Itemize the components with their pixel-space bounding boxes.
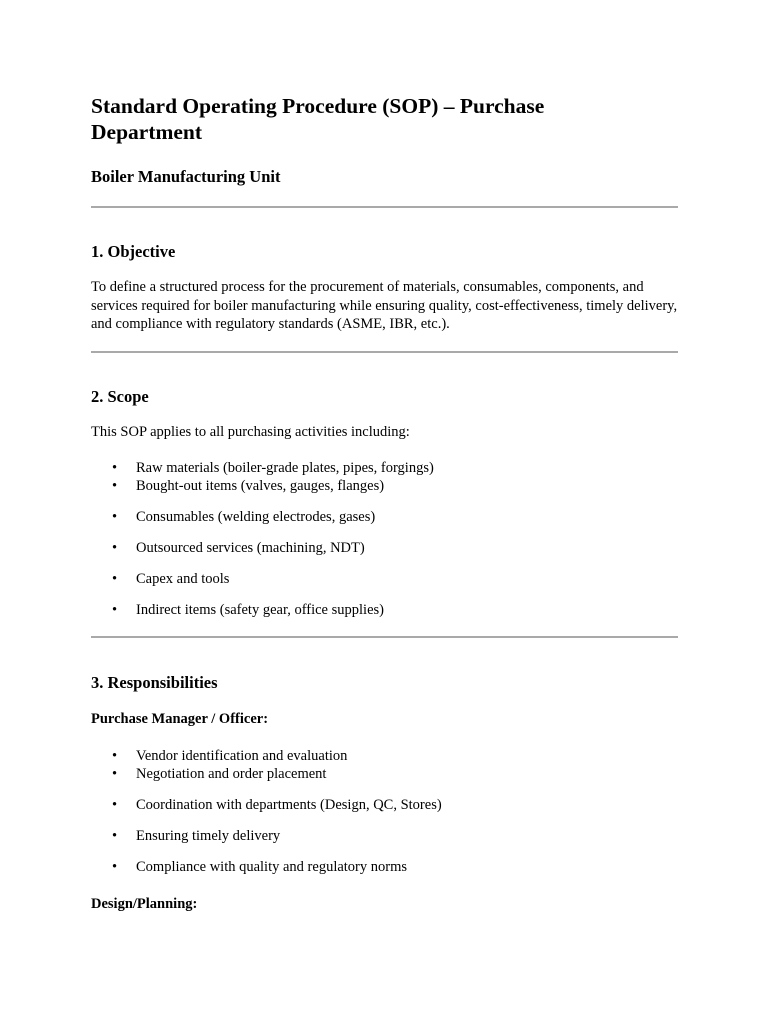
document-subtitle: Boiler Manufacturing Unit — [91, 167, 281, 186]
list-item: • Consumables (welding electrodes, gases) — [91, 508, 678, 526]
section-heading-objective: 1. Objective — [91, 242, 176, 261]
list-item: • Indirect items (safety gear, office supplies) — [91, 601, 678, 619]
purchase-manager-label: Purchase Manager / Officer: — [91, 711, 269, 727]
scope-list — [91, 459, 678, 619]
list-item: • Raw materials (boiler-grade plates, pipes, forgings) — [91, 459, 678, 477]
divider — [91, 351, 678, 353]
list-item: • Capex and tools — [91, 570, 678, 588]
list-item: • Negotiation and order placement — [91, 765, 678, 783]
list-item: • Outsourced services (machining, NDT) — [91, 539, 678, 557]
document-title: Standard Operating Procedure (SOP) – Purchase Department — [91, 94, 545, 144]
design-planning-label: Design/Planning: — [91, 896, 198, 912]
list-item: • Compliance with quality and regulatory norms — [91, 858, 678, 876]
purchase-manager-list — [91, 747, 678, 876]
list-item: • Bought-out items (valves, gauges, flanges) — [91, 477, 678, 495]
section-heading-scope: 2. Scope — [91, 386, 149, 406]
divider — [91, 636, 678, 638]
list-item: • Ensuring timely delivery — [91, 827, 678, 845]
objective-text: To define a structured process for the procurement of materials, consumables, components, and services required for boiler manufacturing while ensuring quality, cost-effectiveness, timely delivery, and compliance with regulatory standards (ASME, IBR, etc.). — [91, 279, 678, 332]
list-item: • Vendor identification and evaluation — [91, 747, 678, 765]
scope-intro: This SOP applies to all purchasing activities including: — [91, 423, 410, 440]
list-item: • Coordination with departments (Design, QC, Stores) — [91, 796, 678, 814]
divider — [91, 206, 678, 208]
section-heading-responsibilities: 3. Responsibilities — [91, 673, 218, 692]
